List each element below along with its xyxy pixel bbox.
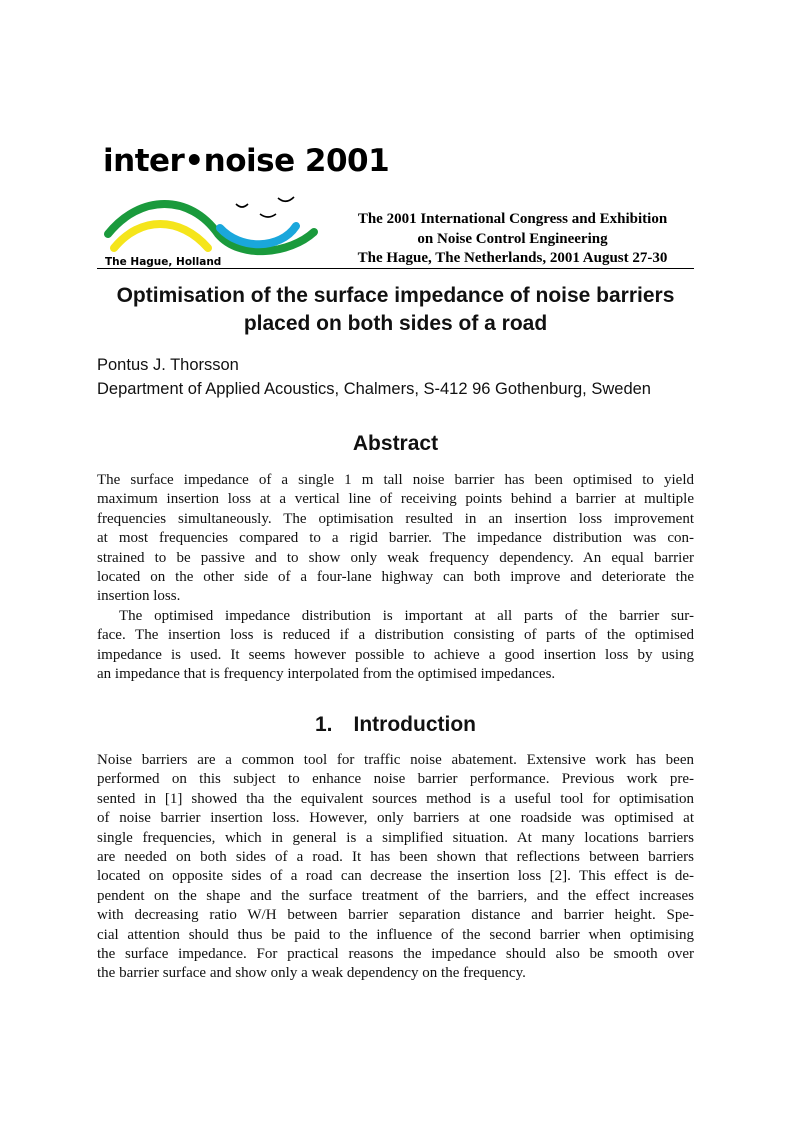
- author-affiliation: Department of Applied Acoustics, Chalmers, S-412 96 Gothenburg, Sweden: [97, 380, 651, 398]
- text-line: sented in [1] showed tha the equivalent sources method is a useful tool for optimisation: [97, 790, 694, 807]
- text-line: The optimised impedance distribution is important at all parts of the barrier sur-: [119, 608, 694, 624]
- text-line: performed on this subject to enhance noise barrier performance. Previous work pre-: [97, 771, 694, 788]
- text-line: The surface impedance of a single 1 m tall noise barrier has been optimised to yield: [97, 472, 694, 488]
- text-line: located on the other side of a four-lane highway can both improve and deteriorate the: [97, 568, 694, 585]
- paper-title: [97, 282, 694, 338]
- text-line: maximum insertion loss at a vertical line of receiving points behind a barrier at multiple: [97, 491, 694, 508]
- conference-line: The 2001 International Congress and Exhibition: [357, 211, 668, 227]
- text-line: Noise barriers are a common tool for traffic noise abatement. Extensive work has been: [97, 752, 694, 768]
- text-line: an impedance that is frequency interpolated from the optimised impedances.: [97, 666, 556, 683]
- text-line: frequencies simultaneously. The optimisation resulted in an insertion loss improvement: [97, 510, 694, 527]
- text-line: with decreasing ratio W/H between barrier separation distance and barrier height. Spe-: [97, 907, 694, 924]
- text-line: face. The insertion loss is reduced if a distribution consisting of parts of the optimised: [97, 627, 694, 644]
- text-line: at most frequencies compared to a rigid barrier. The impedance distribution was con-: [97, 530, 694, 547]
- text-line: located on opposite sides of a road can decrease the insertion loss [2]. This effect is de-: [97, 868, 694, 885]
- abstract-paragraph-1: [97, 471, 694, 607]
- author-name: Pontus J. Thorsson: [97, 356, 239, 374]
- conference-line: on Noise Control Engineering: [417, 230, 608, 247]
- text-line: are needed on both sides of a road. It has been shown that reflections between barriers: [97, 848, 694, 865]
- text-line: strained to be passive and to show only weak frequency dependency. An equal barrier: [97, 549, 694, 566]
- text-line: cial attention should thus be paid to the influence of the second barrier when optimising: [97, 926, 694, 943]
- text-line: single frequencies, which in general is a simplified situation. At many locations barriers: [97, 829, 694, 846]
- conference-header: [330, 210, 695, 269]
- header-rule: [97, 268, 694, 269]
- text-line: pendent on the shape and the surface treatment of the barriers, and the effect increases: [97, 887, 694, 904]
- text-line: the barrier surface and show only a weak dependency on the frequency.: [97, 965, 526, 982]
- introduction-paragraph-1: [97, 751, 694, 984]
- logo-wordmark: inter•noise 2001: [103, 143, 390, 179]
- text-line: the surface impedance. For practical reasons the impedance should also be smooth over: [97, 945, 694, 962]
- title-line: Optimisation of the surface impedance of noise barriers: [116, 284, 675, 307]
- title-line: placed on both sides of a road: [243, 312, 548, 335]
- text-line: insertion loss.: [97, 588, 181, 605]
- abstract-heading: Abstract: [352, 432, 439, 455]
- wave-logo-icon: [100, 188, 322, 258]
- text-line: impedance is used. It seems however possible to achieve a good insertion loss by using: [97, 646, 694, 663]
- abstract-paragraph-2: [97, 607, 694, 685]
- logo-city: The Hague, Holland: [105, 256, 222, 268]
- introduction-heading: 1. Introduction: [315, 713, 476, 736]
- text-line: of noise barrier insertion loss. However, only barriers at one roadside was optimised at: [97, 810, 694, 827]
- conference-line: The Hague, The Netherlands, 2001 August 27-30: [357, 250, 668, 266]
